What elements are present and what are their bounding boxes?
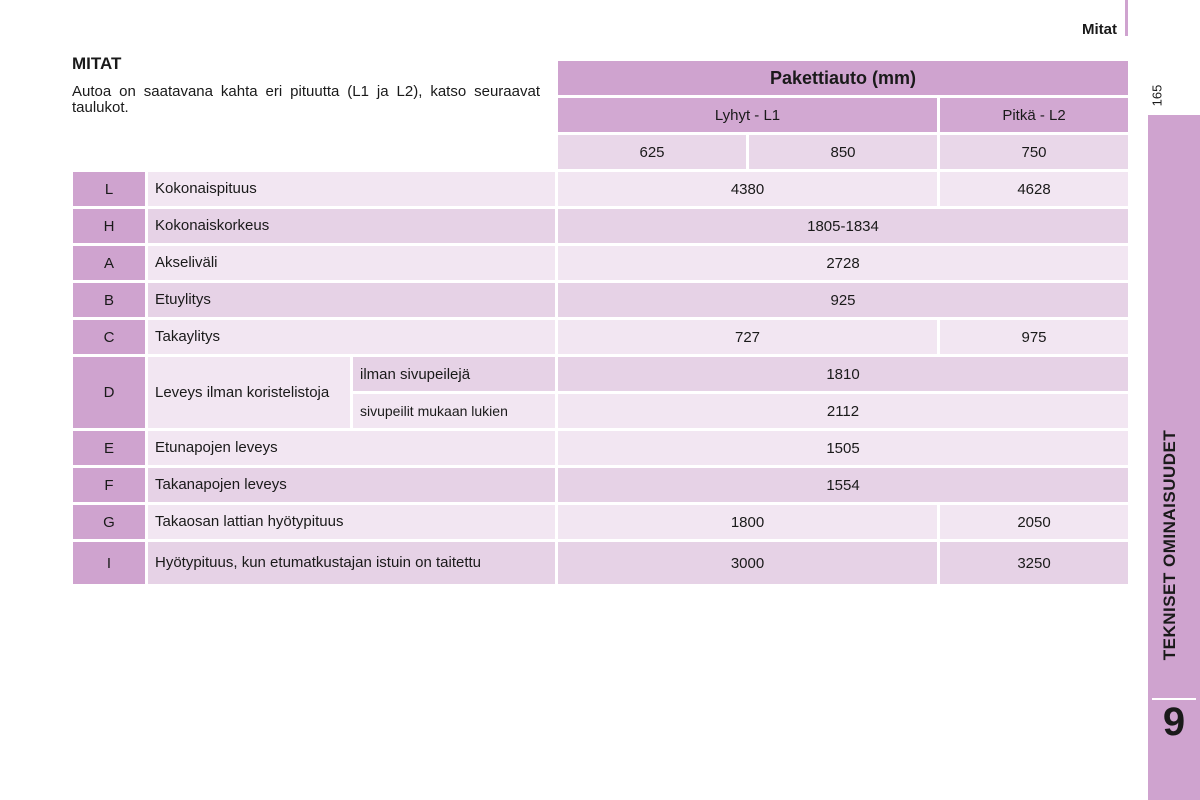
value-l2: 975 [940, 320, 1128, 354]
table-row [73, 172, 1128, 206]
row-label: Etuylitys [148, 283, 555, 317]
table-row [73, 320, 1128, 354]
table-row [73, 283, 1128, 317]
row-label: Takanapojen leveys [148, 468, 555, 502]
row-code: C [73, 320, 145, 354]
value-all: 1554 [558, 468, 1128, 502]
value-l2: 2050 [940, 505, 1128, 539]
row-code: I [73, 542, 145, 584]
value-all: 2728 [558, 246, 1128, 280]
table-row [73, 246, 1128, 280]
value-all: 2112 [558, 394, 1128, 428]
table-row [73, 209, 1128, 243]
wheelbase-value: 625 [558, 135, 746, 169]
chapter-number: 9 [1162, 700, 1186, 744]
table-row [73, 468, 1128, 502]
value-l2: 3250 [940, 542, 1128, 584]
chapter-tab-label [1150, 400, 1190, 690]
header-accent-line [1125, 0, 1128, 36]
row-code: A [73, 246, 145, 280]
value-l1: 3000 [558, 542, 937, 584]
row-label: Akseliväli [148, 246, 555, 280]
row-label: Etunapojen leveys [148, 431, 555, 465]
table-row [73, 357, 1128, 391]
row-code: G [73, 505, 145, 539]
row-code: E [73, 431, 145, 465]
running-header-title: Mitat [1082, 21, 1117, 38]
row-code: D [73, 357, 145, 428]
row-label: Leveys ilman koristelistoja [148, 357, 350, 428]
value-l2: 4628 [940, 172, 1128, 206]
page-number-text: 165 [1149, 84, 1165, 107]
chapter-tab-text: TEKNISET OMINAISUUDET [1160, 429, 1179, 661]
section-title: MITAT [72, 54, 122, 73]
dimensions-table [70, 58, 1131, 587]
row-sub-label: sivupeilit mukaan lukien [353, 394, 555, 428]
value-all: 1505 [558, 431, 1128, 465]
value-l1: 727 [558, 320, 937, 354]
table-row [73, 431, 1128, 465]
wheelbase-value: 850 [749, 135, 937, 169]
value-l1: 4380 [558, 172, 937, 206]
row-label: Hyötypituus, kun etumatkustajan istuin on taitettu [148, 542, 555, 584]
value-all: 1805-1834 [558, 209, 1128, 243]
value-l1: 1800 [558, 505, 937, 539]
table-row [73, 542, 1128, 584]
wheelbase-value: 750 [940, 135, 1128, 169]
page-number [1146, 78, 1166, 108]
value-all: 1810 [558, 357, 1128, 391]
row-label: Kokonaispituus [148, 172, 555, 206]
row-code: B [73, 283, 145, 317]
row-code: F [73, 468, 145, 502]
value-all: 925 [558, 283, 1128, 317]
table-main-header: Pakettiauto (mm) [558, 61, 1128, 95]
row-code: H [73, 209, 145, 243]
table-row [73, 505, 1128, 539]
row-label: Takaylitys [148, 320, 555, 354]
row-label: Kokonaiskorkeus [148, 209, 555, 243]
row-label: Takaosan lattian hyötypituus [148, 505, 555, 539]
row-code: L [73, 172, 145, 206]
intro-paragraph: Autoa on saatavana kahta eri pituutta (L1 ja L2), katso seuraavat taulukot. [72, 83, 540, 116]
row-sub-label: ilman sivupeilejä [353, 357, 555, 391]
header-long-l2: Pitkä - L2 [940, 98, 1128, 132]
header-short-l1: Lyhyt - L1 [558, 98, 937, 132]
